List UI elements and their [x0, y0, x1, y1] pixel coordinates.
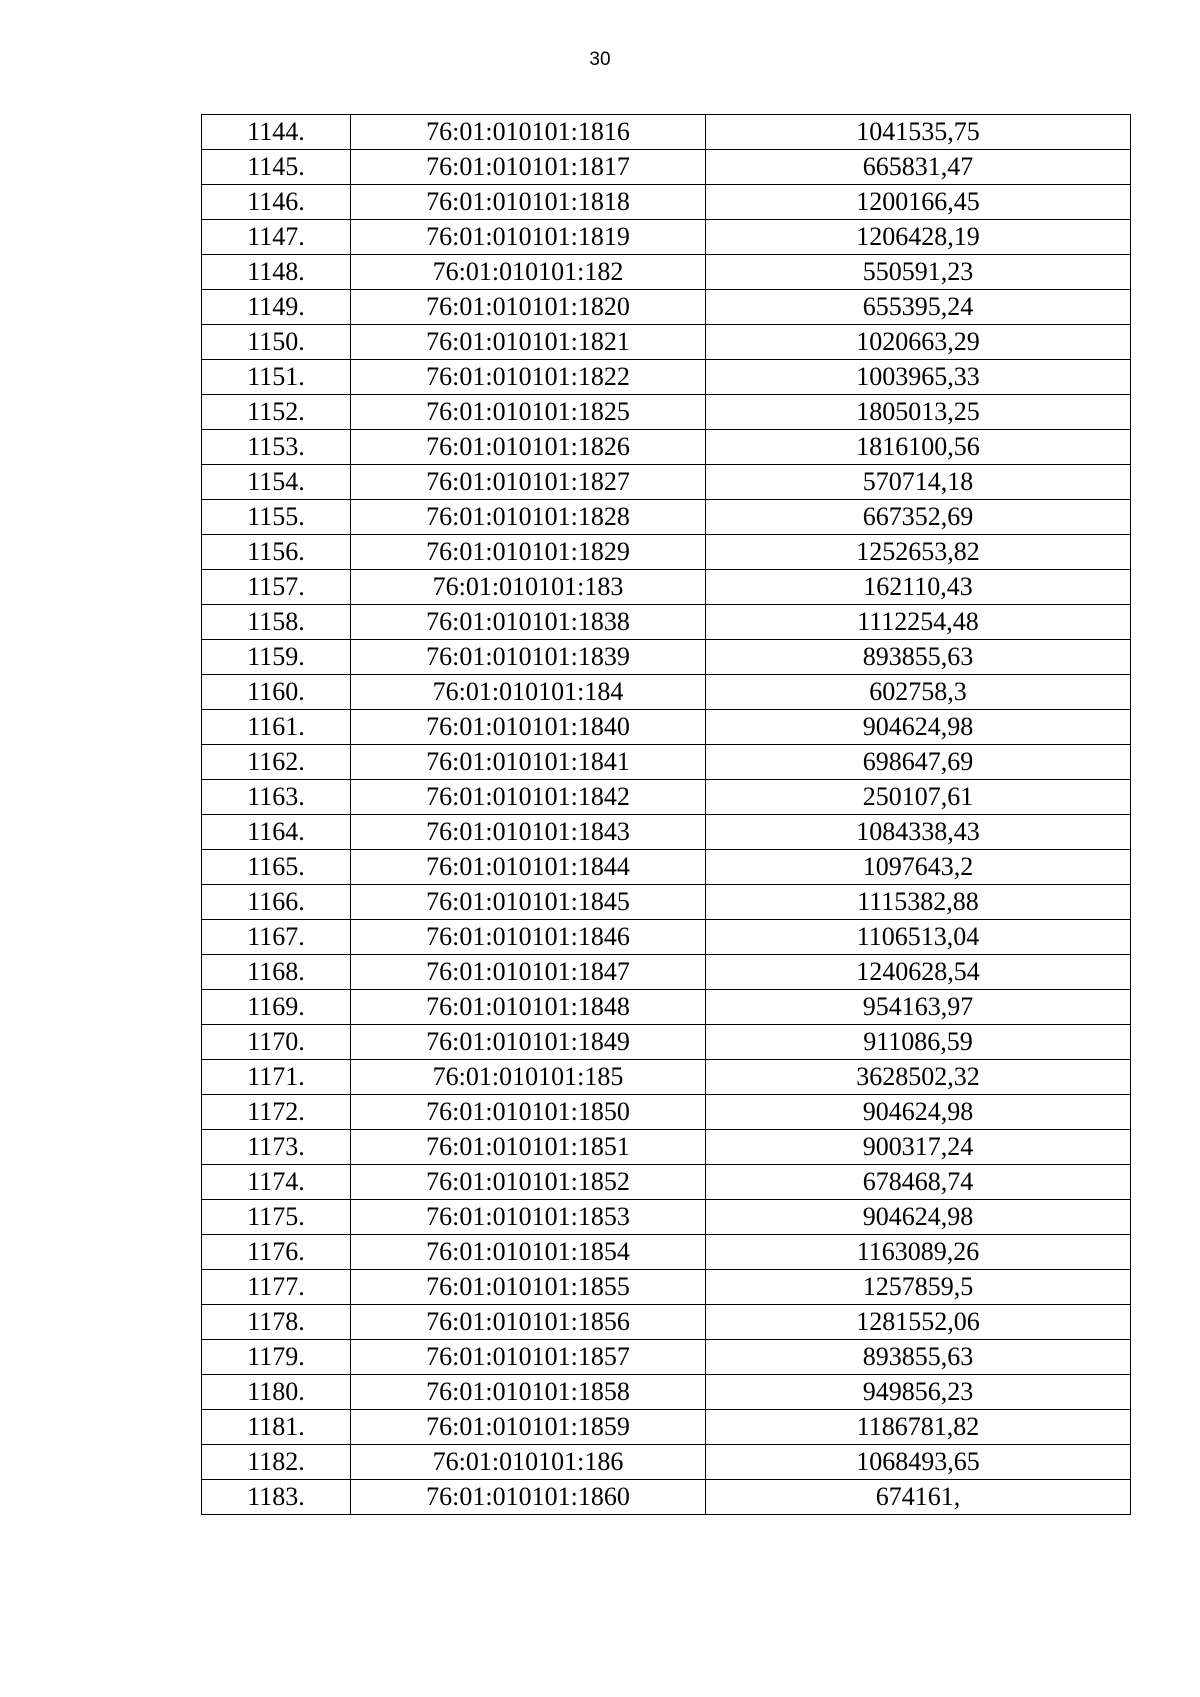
cadastral-number-cell: 76:01:010101:1841: [351, 745, 706, 780]
row-number-cell: 1153.: [202, 430, 351, 465]
cadastral-value-cell: 698647,69: [706, 745, 1131, 780]
cadastral-number-cell: 76:01:010101:1819: [351, 220, 706, 255]
cadastral-value-cell: 667352,69: [706, 500, 1131, 535]
cadastral-number-cell: 76:01:010101:1838: [351, 605, 706, 640]
table-row: [202, 535, 1131, 570]
cadastral-number-cell: 76:01:010101:1856: [351, 1305, 706, 1340]
cadastral-number-cell: 76:01:010101:1826: [351, 430, 706, 465]
table-row: [202, 640, 1131, 675]
cadastral-value-cell: 3628502,32: [706, 1060, 1131, 1095]
cadastral-value-cell: 1206428,19: [706, 220, 1131, 255]
row-number-cell: 1167.: [202, 920, 351, 955]
table-row: [202, 1060, 1131, 1095]
row-number-cell: 1170.: [202, 1025, 351, 1060]
row-number-cell: 1175.: [202, 1200, 351, 1235]
row-number-cell: 1183.: [202, 1480, 351, 1515]
row-number-cell: 1155.: [202, 500, 351, 535]
cadastral-number-cell: 76:01:010101:1818: [351, 185, 706, 220]
table-row: [202, 955, 1131, 990]
row-number-cell: 1177.: [202, 1270, 351, 1305]
cadastral-number-cell: 76:01:010101:1848: [351, 990, 706, 1025]
cadastral-value-cell: 1097643,2: [706, 850, 1131, 885]
table-row: [202, 920, 1131, 955]
table-row: [202, 815, 1131, 850]
cadastral-number-cell: 76:01:010101:183: [351, 570, 706, 605]
table-row: [202, 255, 1131, 290]
cadastral-value-cell: 1084338,43: [706, 815, 1131, 850]
row-number-cell: 1171.: [202, 1060, 351, 1095]
row-number-cell: 1172.: [202, 1095, 351, 1130]
row-number-cell: 1182.: [202, 1445, 351, 1480]
table-row: [202, 1305, 1131, 1340]
row-number-cell: 1151.: [202, 360, 351, 395]
cadastral-value-cell: 954163,97: [706, 990, 1131, 1025]
table-row: [202, 1200, 1131, 1235]
cadastral-value-cell: 1020663,29: [706, 325, 1131, 360]
cadastral-number-cell: 76:01:010101:1846: [351, 920, 706, 955]
table-row: [202, 710, 1131, 745]
cadastral-value-cell: 1115382,88: [706, 885, 1131, 920]
row-number-cell: 1157.: [202, 570, 351, 605]
cadastral-value-cell: 904624,98: [706, 710, 1131, 745]
cadastral-number-cell: 76:01:010101:1849: [351, 1025, 706, 1060]
row-number-cell: 1158.: [202, 605, 351, 640]
cadastral-value-cell: 550591,23: [706, 255, 1131, 290]
table-row: [202, 1445, 1131, 1480]
cadastral-number-cell: 76:01:010101:186: [351, 1445, 706, 1480]
cadastral-value-cell: 1068493,65: [706, 1445, 1131, 1480]
cadastral-value-cell: 904624,98: [706, 1200, 1131, 1235]
cadastral-number-cell: 76:01:010101:1847: [351, 955, 706, 990]
row-number-cell: 1154.: [202, 465, 351, 500]
cadastral-value-cell: 949856,23: [706, 1375, 1131, 1410]
cadastral-number-cell: 76:01:010101:1822: [351, 360, 706, 395]
row-number-cell: 1162.: [202, 745, 351, 780]
cadastral-value-cell: 678468,74: [706, 1165, 1131, 1200]
cadastral-value-cell: 665831,47: [706, 150, 1131, 185]
cadastral-value-cell: 570714,18: [706, 465, 1131, 500]
row-number-cell: 1178.: [202, 1305, 351, 1340]
cadastral-number-cell: 76:01:010101:1821: [351, 325, 706, 360]
table-row: [202, 1270, 1131, 1305]
row-number-cell: 1176.: [202, 1235, 351, 1270]
row-number-cell: 1160.: [202, 675, 351, 710]
cadastral-number-cell: 76:01:010101:1851: [351, 1130, 706, 1165]
cadastral-number-cell: 76:01:010101:1853: [351, 1200, 706, 1235]
cadastral-value-cell: 162110,43: [706, 570, 1131, 605]
row-number-cell: 1159.: [202, 640, 351, 675]
table-row: [202, 745, 1131, 780]
cadastral-value-cell: 904624,98: [706, 1095, 1131, 1130]
cadastral-number-cell: 76:01:010101:1859: [351, 1410, 706, 1445]
table-row: [202, 1130, 1131, 1165]
cadastral-number-cell: 76:01:010101:1816: [351, 115, 706, 150]
cadastral-value-cell: 1106513,04: [706, 920, 1131, 955]
table-row: [202, 115, 1131, 150]
cadastral-value-cell: 893855,63: [706, 640, 1131, 675]
row-number-cell: 1163.: [202, 780, 351, 815]
table-row: [202, 360, 1131, 395]
table-row: [202, 500, 1131, 535]
row-number-cell: 1168.: [202, 955, 351, 990]
cadastral-value-cell: 674161,: [706, 1480, 1131, 1515]
cadastral-value-cell: 1805013,25: [706, 395, 1131, 430]
cadastral-number-cell: 76:01:010101:1840: [351, 710, 706, 745]
table-row: [202, 885, 1131, 920]
table-row: [202, 1235, 1131, 1270]
cadastral-value-cell: 602758,3: [706, 675, 1131, 710]
cadastral-value-cell: 1240628,54: [706, 955, 1131, 990]
cadastral-value-cell: 1163089,26: [706, 1235, 1131, 1270]
cadastral-number-cell: 76:01:010101:1827: [351, 465, 706, 500]
table-row: [202, 605, 1131, 640]
cadastral-number-cell: 76:01:010101:185: [351, 1060, 706, 1095]
cadastral-value-cell: 1252653,82: [706, 535, 1131, 570]
cadastral-value-cell: 1003965,33: [706, 360, 1131, 395]
cadastral-value-cell: 1816100,56: [706, 430, 1131, 465]
cadastral-number-cell: 76:01:010101:1845: [351, 885, 706, 920]
row-number-cell: 1156.: [202, 535, 351, 570]
cadastral-number-cell: 76:01:010101:1860: [351, 1480, 706, 1515]
table-row: [202, 675, 1131, 710]
table-row: [202, 1375, 1131, 1410]
cadastral-number-cell: 76:01:010101:1852: [351, 1165, 706, 1200]
cadastral-number-cell: 76:01:010101:1858: [351, 1375, 706, 1410]
cadastral-number-cell: 76:01:010101:184: [351, 675, 706, 710]
row-number-cell: 1179.: [202, 1340, 351, 1375]
cadastral-value-cell: 1041535,75: [706, 115, 1131, 150]
table-row: [202, 150, 1131, 185]
cadastral-number-cell: 76:01:010101:1850: [351, 1095, 706, 1130]
row-number-cell: 1146.: [202, 185, 351, 220]
cadastral-value-cell: 1281552,06: [706, 1305, 1131, 1340]
page-number: 30: [589, 49, 611, 70]
table-row: [202, 1340, 1131, 1375]
table-row: [202, 1165, 1131, 1200]
table-row: [202, 1410, 1131, 1445]
row-number-cell: 1152.: [202, 395, 351, 430]
row-number-cell: 1148.: [202, 255, 351, 290]
table-row: [202, 395, 1131, 430]
row-number-cell: 1169.: [202, 990, 351, 1025]
row-number-cell: 1166.: [202, 885, 351, 920]
row-number-cell: 1149.: [202, 290, 351, 325]
row-number-cell: 1145.: [202, 150, 351, 185]
row-number-cell: 1173.: [202, 1130, 351, 1165]
cadastral-value-cell: 1186781,82: [706, 1410, 1131, 1445]
table-body: [202, 115, 1131, 1515]
cadastral-value-cell: 893855,63: [706, 1340, 1131, 1375]
cadastral-number-cell: 76:01:010101:182: [351, 255, 706, 290]
cadastral-number-cell: 76:01:010101:1839: [351, 640, 706, 675]
cadastral-number-cell: 76:01:010101:1844: [351, 850, 706, 885]
row-number-cell: 1181.: [202, 1410, 351, 1445]
cadastral-value-table: [201, 114, 1131, 1515]
row-number-cell: 1180.: [202, 1375, 351, 1410]
table-row: [202, 990, 1131, 1025]
row-number-cell: 1165.: [202, 850, 351, 885]
cadastral-number-cell: 76:01:010101:1842: [351, 780, 706, 815]
cadastral-value-cell: 1200166,45: [706, 185, 1131, 220]
cadastral-number-cell: 76:01:010101:1855: [351, 1270, 706, 1305]
table-row: [202, 185, 1131, 220]
cadastral-number-cell: 76:01:010101:1854: [351, 1235, 706, 1270]
cadastral-number-cell: 76:01:010101:1843: [351, 815, 706, 850]
cadastral-value-cell: 900317,24: [706, 1130, 1131, 1165]
cadastral-value-cell: 911086,59: [706, 1025, 1131, 1060]
table-row: [202, 780, 1131, 815]
cadastral-value-cell: 1112254,48: [706, 605, 1131, 640]
cadastral-number-cell: 76:01:010101:1817: [351, 150, 706, 185]
table-row: [202, 220, 1131, 255]
table-row: [202, 325, 1131, 360]
row-number-cell: 1174.: [202, 1165, 351, 1200]
table-row: [202, 465, 1131, 500]
table-row: [202, 570, 1131, 605]
table-row: [202, 850, 1131, 885]
row-number-cell: 1161.: [202, 710, 351, 745]
table-row: [202, 1025, 1131, 1060]
cadastral-number-cell: 76:01:010101:1828: [351, 500, 706, 535]
cadastral-number-cell: 76:01:010101:1857: [351, 1340, 706, 1375]
row-number-cell: 1150.: [202, 325, 351, 360]
row-number-cell: 1147.: [202, 220, 351, 255]
cadastral-number-cell: 76:01:010101:1829: [351, 535, 706, 570]
table-row: [202, 290, 1131, 325]
table-row: [202, 1480, 1131, 1515]
cadastral-number-cell: 76:01:010101:1825: [351, 395, 706, 430]
cadastral-value-cell: 250107,61: [706, 780, 1131, 815]
table-row: [202, 430, 1131, 465]
cadastral-value-cell: 1257859,5: [706, 1270, 1131, 1305]
table-row: [202, 1095, 1131, 1130]
cadastral-value-cell: 655395,24: [706, 290, 1131, 325]
row-number-cell: 1144.: [202, 115, 351, 150]
row-number-cell: 1164.: [202, 815, 351, 850]
cadastral-number-cell: 76:01:010101:1820: [351, 290, 706, 325]
